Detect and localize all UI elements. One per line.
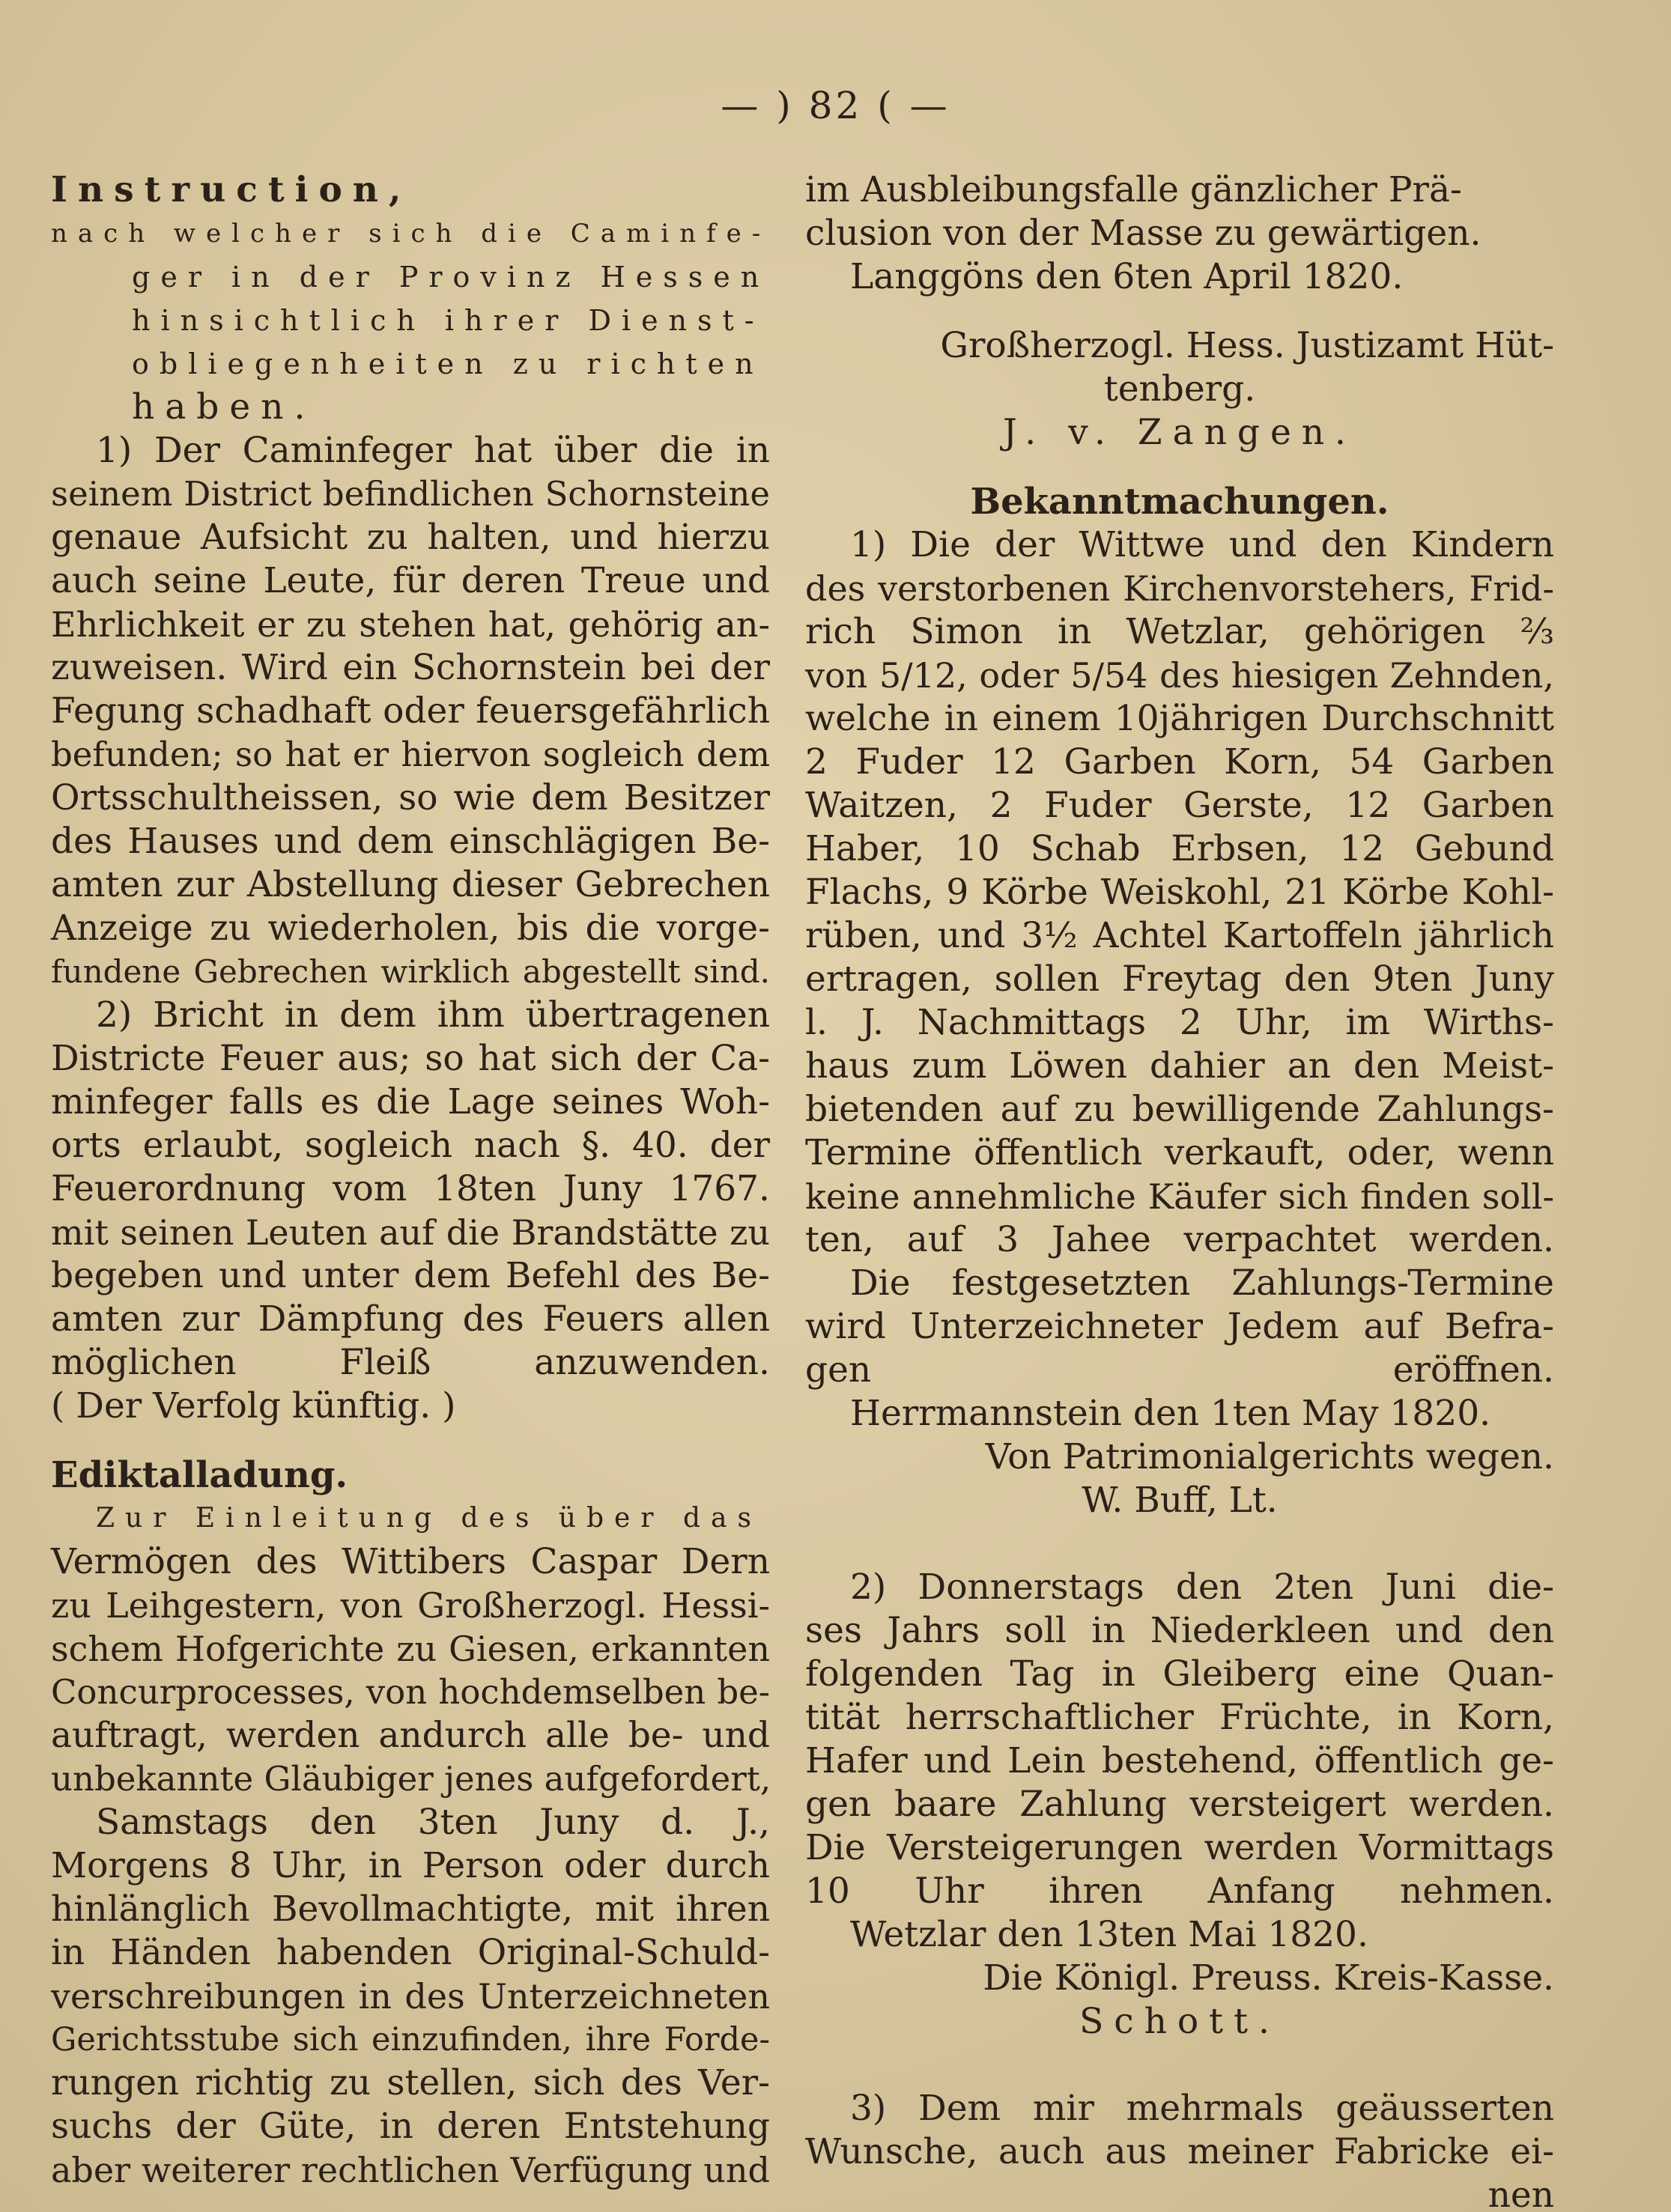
text-line: Ehrlichkeit er zu stehen hat, gehörig an-	[51, 604, 770, 645]
text-line: gen baare Zahlung versteigert werden.	[805, 1784, 1554, 1825]
edikt-body	[51, 1497, 770, 2192]
text-line: begeben und unter dem Befehl des Be-	[51, 1255, 770, 1296]
text-line: Samstags den 3ten Juny d. J.,	[96, 1802, 770, 1843]
edikt-heading: Ediktalladung.	[51, 1454, 348, 1496]
text-line: Die festgesetzten Zahlungs-Termine	[850, 1263, 1554, 1304]
text-line: Fegung schadhaft oder feuersgefährlich	[51, 690, 770, 732]
text-line: im Ausbleibungsfalle gänzlicher Prä-	[805, 169, 1462, 210]
text-line: Die Versteigerungen werden Vormittags	[805, 1827, 1554, 1868]
text-line: unbekannte Gläubiger jenes aufgefordert,	[51, 1759, 771, 1799]
text-line: Concurprocesses, von hochdemselben be-	[51, 1672, 770, 1712]
title-line: obliegenheiten zu richten	[132, 347, 764, 380]
text-line: auch seine Leute, für deren Treue und	[51, 560, 770, 601]
notice-2	[805, 1566, 1554, 1913]
text-line: orts erlaubt, sogleich nach §. 40. der	[51, 1125, 770, 1166]
text-line: clusion von der Masse zu gewärtigen.	[805, 213, 1482, 254]
signature: J. v. Zangen.	[1003, 412, 1356, 453]
text-line: gen eröffnen.	[805, 1349, 1554, 1391]
text-line: Morgens 8 Uhr, in Person oder durch	[51, 1845, 770, 1886]
text-line: welche in einem 10jährigen Durchschnitt	[805, 698, 1554, 739]
office-line: Von Patrimonialgerichts wegen.	[985, 1436, 1554, 1477]
text-line: 10 Uhr ihren Anfang nehmen.	[805, 1871, 1554, 1912]
text-line: hinlänglich Bevollmachtigte, mit ihren	[51, 1889, 770, 1930]
text-line: 1) Die der Wittwe und den Kindern	[850, 524, 1554, 565]
text-line: Feuerordnung vom 18ten Juny 1767.	[51, 1168, 770, 1209]
continued-note: ( Der Verfolg künftig. )	[51, 1385, 456, 1426]
text-line: Ortsschultheissen, so wie dem Besitzer	[51, 777, 770, 818]
notice-1	[805, 523, 1554, 1392]
text-line: Flachs, 9 Körbe Weiskohl, 21 Körbe Kohl-	[805, 872, 1554, 913]
text-line: tität herrschaftlicher Früchte, in Korn,	[805, 1697, 1554, 1738]
text-line: zuweisen. Wird ein Schornstein bei der	[51, 647, 770, 688]
date-line: Wetzlar den 13ten Mai 1820.	[850, 1914, 1368, 1955]
text-line: haus zum Löwen dahier an den Meist-	[805, 1045, 1554, 1087]
office-line: Die Königl. Preuss. Kreis-Kasse.	[983, 1957, 1554, 1999]
text-line: 3) Dem mir mehrmals geäusserten	[850, 2088, 1554, 2129]
text-line: amten zur Abstellung dieser Gebrechen	[51, 864, 770, 905]
text-line: Termine öffentlich verkauft, oder, wenn	[805, 1132, 1554, 1173]
text-line: 2 Fuder 12 Garben Korn, 54 Garben	[805, 741, 1554, 783]
text-line: genaue Aufsicht zu halten, und hierzu	[51, 517, 770, 558]
text-line: minfeger falls es die Lage seines Woh-	[51, 1081, 770, 1122]
text-line: rich Simon in Wetzlar, gehörigen ⅔	[805, 611, 1554, 652]
bekanntmachungen-heading: Bekanntmachungen.	[970, 481, 1389, 523]
text-line: 2) Bricht in dem ihm übertragenen	[96, 994, 770, 1036]
paragraph-1	[51, 429, 770, 994]
text-line: Hafer und Lein bestehend, öffentlich ge-	[805, 1740, 1554, 1781]
title-line: ger in der Provinz Hessen	[132, 261, 770, 294]
title-line: Instruction,	[51, 169, 412, 210]
text-line: folgenden Tag in Gleiberg eine Quan-	[805, 1653, 1554, 1695]
text-line: Wunsche, auch aus meiner Fabricke ei-	[805, 2131, 1554, 2172]
text-line: ses Jahrs soll in Niederkleen und den	[805, 1610, 1554, 1651]
text-line: auftragt, werden andurch alle be- und	[51, 1715, 770, 1756]
title-line: haben.	[132, 386, 316, 428]
text-line: seinem District befindlichen Schornsteine	[51, 474, 770, 514]
text-line: amten zur Dämpfung des Feuers allen	[51, 1298, 770, 1340]
text-line: Vermögen des Wittibers Caspar Dern	[51, 1541, 770, 1582]
text-line: l. J. Nachmittags 2 Uhr, im Wirths-	[805, 1002, 1554, 1043]
text-line: bietenden auf zu bewilligende Zahlungs-	[805, 1089, 1554, 1130]
text-line: Waitzen, 2 Fuder Gerste, 12 Garben	[805, 785, 1554, 826]
catchword: nen	[1487, 2175, 1554, 2212]
text-line: mit seinen Leuten auf die Brandstätte zu	[51, 1212, 770, 1253]
text-line: rungen richtig zu stellen, sich des Ver-	[51, 2062, 770, 2103]
text-line: Zur Einleitung des über das	[96, 1503, 762, 1534]
text-line: ertragen, sollen Freytag den 9ten Juny	[805, 958, 1554, 1000]
text-line: Haber, 10 Schab Erbsen, 12 Gebund	[805, 828, 1554, 869]
text-line: des Hauses und dem einschlägigen Be-	[51, 821, 770, 862]
instruction-title	[51, 168, 770, 429]
text-line: rüben, und 3½ Achtel Kartoffeln jährlich	[805, 915, 1554, 956]
text-line: suchs der Güte, in deren Entstehung	[51, 2106, 770, 2147]
text-line: aber weiterer rechtlichen Verfügung und	[51, 2150, 770, 2190]
paragraph-2	[51, 994, 770, 1385]
text-line: fundene Gebrechen wirklich abgestellt sind.	[51, 953, 770, 990]
signature: Schott.	[1079, 2001, 1280, 2042]
right-column	[805, 168, 1554, 2212]
title-line: nach welcher sich die Caminfe-	[51, 219, 771, 249]
office-line: Großherzogl. Hess. Justizamt Hüt-	[940, 325, 1554, 366]
title-line: hinsichtlich ihrer Dienst-	[132, 304, 765, 337]
text-line: Gerichtsstube sich einzufinden, ihre Forde-	[51, 2021, 770, 2058]
text-line: zu Leihgestern, von Großherzogl. Hessi-	[51, 1585, 770, 1626]
date-line: Herrmannstein den 1ten May 1820.	[850, 1393, 1491, 1434]
notice-3	[805, 2087, 1554, 2212]
text-line: ten, auf 3 Jahee verpachtet werden.	[805, 1219, 1554, 1260]
left-column	[51, 168, 770, 2192]
page-number: — ) 82 ( —	[721, 84, 950, 127]
text-line: befunden; so hat er hiervon sogleich dem	[51, 735, 770, 774]
text-line: 1) Der Caminfeger hat über die in	[96, 430, 770, 471]
text-line: Anzeige zu wiederholen, bis die vorge-	[51, 908, 770, 949]
text-line: wird Unterzeichneter Jedem auf Befra-	[805, 1306, 1554, 1347]
text-line: verschreibungen in des Unterzeichneten	[51, 1976, 770, 2017]
text-line: Districte Feuer aus; so hat sich der Ca-	[51, 1038, 770, 1079]
text-line: von 5/12, oder 5/54 des hiesigen Zehnden,	[805, 655, 1554, 696]
text-line: in Händen habenden Original-Schuld-	[51, 1932, 770, 1973]
text-line: möglichen Fleiß anzuwenden.	[51, 1342, 770, 1383]
signature: W. Buff, Lt.	[1082, 1480, 1278, 1521]
text-line: keine annehmliche Käufer sich finden soll-	[805, 1176, 1554, 1217]
text-line: 2) Donnerstags den 2ten Juni die-	[850, 1567, 1554, 1608]
text-line: schem Hofgerichte zu Giesen, erkannten	[51, 1629, 770, 1669]
date-line: Langgöns den 6ten April 1820.	[850, 256, 1404, 297]
text-line: des verstorbenen Kirchenvorstehers, Frid-	[805, 568, 1554, 609]
office-line: tenberg.	[1103, 368, 1256, 410]
